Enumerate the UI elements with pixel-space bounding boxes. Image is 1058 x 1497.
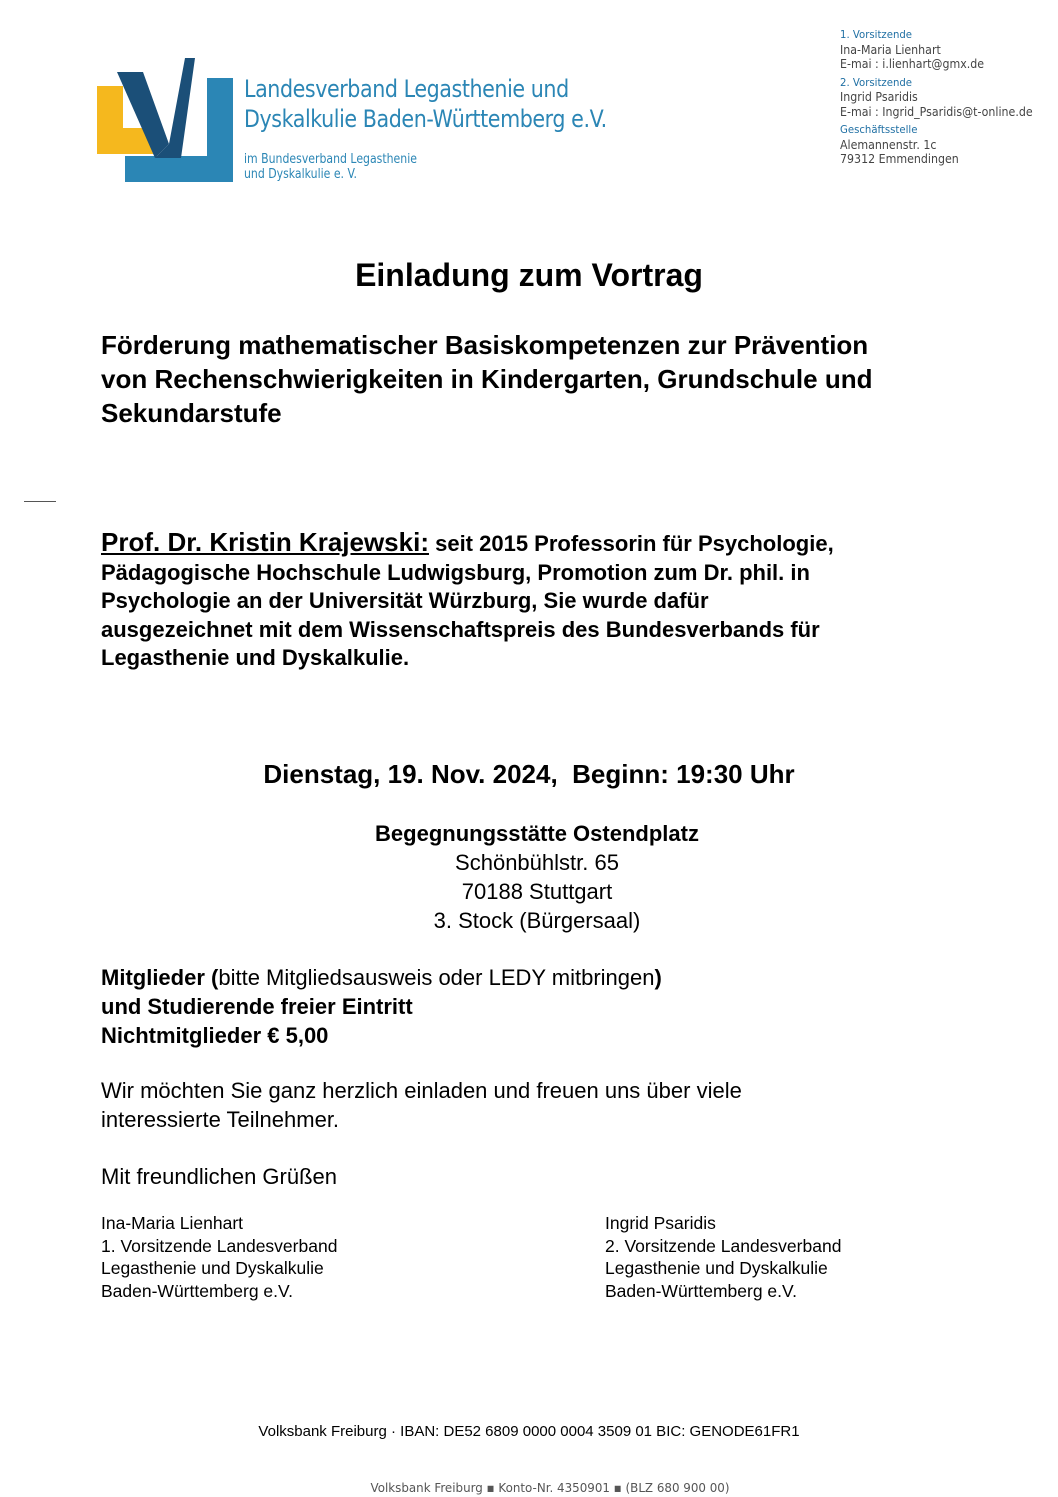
speaker-bio	[101, 528, 981, 673]
signer-org: Baden-Württemberg e.V.	[101, 1280, 293, 1301]
bio-line3: Psychologie an der Universität Würzburg, Sie wurde dafür	[101, 588, 709, 613]
signer-name: Ina-Maria Lienhart	[101, 1213, 244, 1233]
page-title: Einladung zum Vortrag	[355, 257, 703, 293]
greeting: Mit freundlichen Grüßen	[101, 1164, 337, 1189]
office-city: 79312 Emmendingen	[840, 152, 959, 166]
org-name	[244, 74, 607, 134]
venue-block	[0, 819, 1058, 935]
speaker-name: Prof. Dr. Kristin Krajewski:	[101, 527, 429, 557]
signer-org: Legasthenie und Dyskalkulie	[101, 1258, 324, 1278]
subject-line3: Sekundarstufe	[101, 398, 282, 428]
talk-subject	[101, 328, 1001, 430]
venue-name: Begegnungsstätte Ostendplatz	[375, 821, 699, 846]
venue-room: 3. Stock (Bürgersaal)	[433, 908, 641, 933]
org-subtitle	[244, 152, 417, 182]
chair2-name: Ingrid Psaridis	[840, 90, 918, 104]
divider	[24, 501, 56, 502]
office-street: Alemannenstr. 1c	[840, 137, 937, 152]
members-note: bitte Mitgliedsausweis oder LEDY mitbringen	[218, 965, 655, 990]
chair1-email: E-mai : i.lienhart@gmx.de	[840, 57, 985, 71]
chair2-email: E-mai : Ingrid_Psaridis@t-online.de	[840, 104, 1033, 119]
members-label: Mitglieder (	[101, 965, 219, 990]
chair1-heading: 1. Vorsitzende	[840, 28, 913, 41]
org-subtitle-line1: im Bundesverband Legasthenie	[244, 152, 417, 167]
signature-block	[605, 1212, 841, 1302]
org-name-line2: Dyskalkulie Baden-Württemberg e.V.	[244, 105, 607, 133]
admission-info	[101, 963, 1001, 1050]
subject-line2: von Rechenschwierigkeiten in Kindergarten, Grundschule und	[101, 364, 873, 394]
chair1-name: Ina-Maria Lienhart	[840, 42, 941, 57]
students-info: und Studierende freier Eintritt	[101, 994, 413, 1019]
subject-line1: Förderung mathematischer Basiskompetenzen zur Prävention	[101, 330, 869, 360]
event-date: Dienstag, 19. Nov. 2024, Beginn: 19:30 Uhr	[263, 759, 795, 789]
venue-street: Schönbühlstr. 65	[455, 850, 619, 875]
org-name-line1: Landesverband Legasthenie und	[244, 75, 569, 103]
bio-line2: Pädagogische Hochschule Ludwigsburg, Promotion zum Dr. phil. in	[101, 559, 810, 585]
invite-line2: interessierte Teilnehmer.	[101, 1107, 340, 1132]
signer-org: Baden-Württemberg e.V.	[605, 1280, 797, 1301]
venue-city: 70188 Stuttgart	[461, 879, 613, 904]
invite-line1: Wir möchten Sie ganz herzlich einladen und freuen uns über viele	[101, 1078, 742, 1103]
signer-role: 2. Vorsitzende Landesverband	[605, 1235, 842, 1256]
bio-line5: Legasthenie und Dyskalkulie.	[101, 645, 410, 670]
office-heading: Geschäftsstelle	[840, 123, 918, 136]
org-subtitle-line2: und Dyskalkulie e. V.	[244, 167, 358, 182]
signer-name: Ingrid Psaridis	[605, 1213, 716, 1233]
bio-line1: seit 2015 Professorin für Psychologie,	[428, 531, 834, 556]
signature-block	[101, 1212, 337, 1302]
nonmembers-fee: Nichtmitglieder € 5,00	[101, 1023, 329, 1048]
lv-logo-icon	[97, 58, 237, 184]
bank-details-old: Volksbank Freiburg ▪ Konto-Nr. 4350901 ▪ (BLZ 680 900 00)	[370, 1480, 730, 1495]
members-close: )	[654, 965, 662, 990]
signer-role: 1. Vorsitzende Landesverband	[101, 1235, 338, 1256]
bank-details: Volksbank Freiburg · IBAN: DE52 6809 0000 0004 3509 01 BIC: GENODE61FR1	[258, 1423, 800, 1440]
chair2-heading: 2. Vorsitzende	[840, 75, 913, 89]
bio-line4: ausgezeichnet mit dem Wissenschaftspreis des Bundesverbands für	[101, 616, 820, 642]
invitation-text	[101, 1076, 961, 1134]
contact-block	[840, 28, 1038, 167]
signer-org: Legasthenie und Dyskalkulie	[605, 1258, 828, 1278]
